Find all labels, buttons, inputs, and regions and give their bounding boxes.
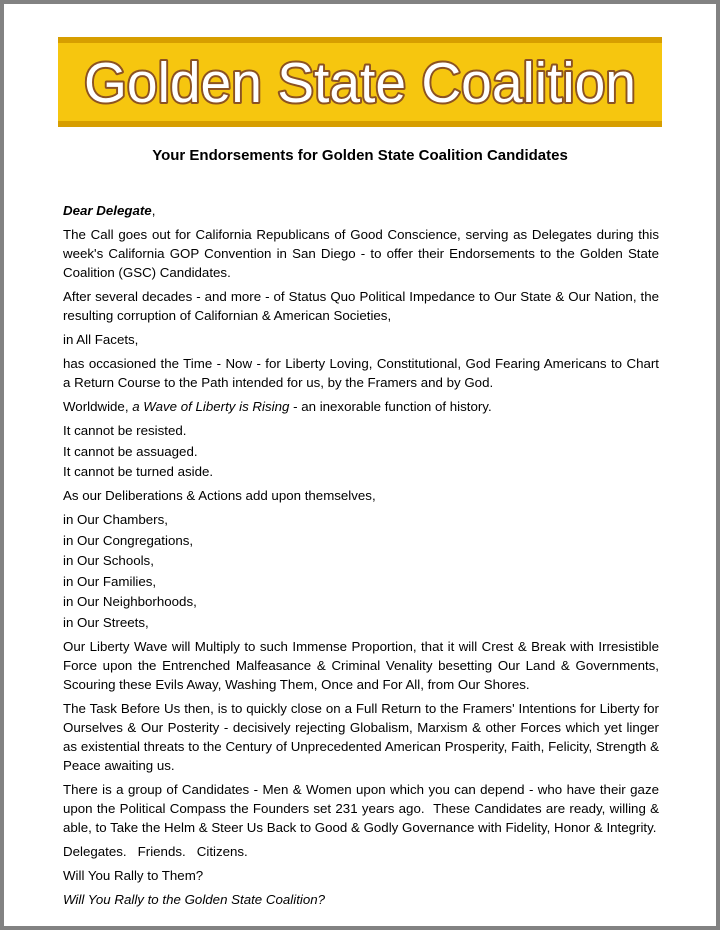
letter-paragraph bbox=[63, 225, 659, 282]
letter-paragraph bbox=[63, 354, 659, 392]
letter-text-segment: a Wave of Liberty is Rising bbox=[132, 399, 290, 414]
letter-paragraph bbox=[63, 551, 659, 570]
banner bbox=[58, 37, 662, 127]
letter-text-segment: in Our Neighborhoods, bbox=[63, 594, 197, 609]
letter-text-segment: , bbox=[151, 203, 156, 218]
letter-text-segment: in Our Families, bbox=[63, 573, 157, 589]
letter-paragraph bbox=[63, 397, 659, 416]
letter-paragraph bbox=[63, 637, 659, 694]
letter-paragraph bbox=[63, 510, 659, 529]
letter-text-segment: in All Facets, bbox=[63, 332, 139, 347]
letter-paragraph bbox=[63, 842, 659, 861]
letter-text-segment: in Our Streets, bbox=[63, 614, 149, 630]
letter-text-segment: Our Liberty Wave will Multiply to such Immense Proportion, that it will Crest & Break with Irresistible Force upon the Entrenched Malfeasance & Criminal Venality besetting Our Land & Governments, Scouring these Evils Away, Washing Them, Once and For All, from Our Shores. bbox=[63, 638, 659, 692]
letter-text-segment: - an inexorable function of history. bbox=[289, 399, 492, 414]
letter-text-segment: in Our Congregations, bbox=[63, 532, 194, 548]
letter-paragraph bbox=[63, 866, 659, 885]
letter-paragraph bbox=[63, 462, 659, 481]
letter-text-segment: Dear Delegate bbox=[63, 203, 152, 218]
letter-text-segment: It cannot be assuaged. bbox=[63, 443, 198, 459]
letter-paragraph bbox=[63, 572, 659, 591]
letter-paragraph bbox=[63, 442, 659, 461]
letter-text-segment: It cannot be resisted. bbox=[63, 423, 187, 438]
letter-text-segment: Worldwide, bbox=[63, 399, 133, 414]
letter-paragraph bbox=[63, 421, 659, 440]
letter-paragraph bbox=[63, 531, 659, 550]
letter-paragraph bbox=[63, 699, 659, 775]
letter-paragraph bbox=[63, 890, 659, 909]
letter-text-segment: in Our Schools, bbox=[63, 553, 154, 568]
letter-text-segment: The Call goes out for California Republicans of Good Conscience, serving as Delegates during this week's California GOP Convention in San Diego - to offer their Endorsements to the Golden State Coalition (GSC) Candidates. bbox=[63, 227, 659, 280]
letter-text-segment: The Task Before Us then, is to quickly close on a Full Return to the Framers' Intentions for Liberty for Ourselves & Our Posterity - decisively rejecting Globalism, Marxism & other Forces which yet linger as existential threats to the Century of Unprecedented American Prosperity, Faith, Felicity, Strength & Peace awaiting us. bbox=[63, 700, 659, 773]
letter-text-segment: There is a group of Candidates - Men & Women upon which you can depend - who have their gaze upon the Political Compass the Founders set 231 years ago. These Candidates are ready, willing & able, to Take the Helm & Steer Us Back to Good & Godly Governance with Fidelity, Honor & Integrity. bbox=[63, 781, 659, 835]
letter-paragraph bbox=[63, 780, 659, 837]
letter-paragraph bbox=[63, 330, 659, 349]
page-title: Your Endorsements for Golden State Coalition Candidates bbox=[152, 147, 568, 164]
letter-paragraph bbox=[63, 592, 659, 611]
letter-text-segment: It cannot be turned aside. bbox=[63, 464, 214, 479]
letter-text-segment: has occasioned the Time - Now - for Liberty Loving, Constitutional, God Fearing Americans to Chart a Return Course to the Path intended for us, by the Framers and by God. bbox=[63, 356, 659, 390]
letter-body bbox=[4, 201, 716, 909]
letter-text-segment: Will You Rally to the Golden State Coalition? bbox=[63, 891, 326, 907]
letter-text-segment: Will You Rally to Them? bbox=[63, 867, 204, 883]
letter-paragraph bbox=[63, 287, 659, 325]
letter-paragraph bbox=[63, 486, 659, 505]
letter-text-segment: As our Deliberations & Actions add upon themselves, bbox=[63, 488, 376, 503]
letter-text-segment: After several decades - and more - of Status Quo Political Impedance to Our State & Our Nation, the resulting corruption of Californian & American Societies, bbox=[63, 289, 659, 323]
letter-paragraph bbox=[63, 613, 659, 632]
letter-text-segment: in Our Chambers, bbox=[63, 512, 168, 527]
letter-paragraph bbox=[63, 201, 659, 220]
banner-title: Golden State Coalition bbox=[84, 51, 636, 115]
letter-text-segment: Delegates. Friends. Citizens. bbox=[63, 843, 248, 859]
banner-title-graphic bbox=[58, 43, 662, 121]
